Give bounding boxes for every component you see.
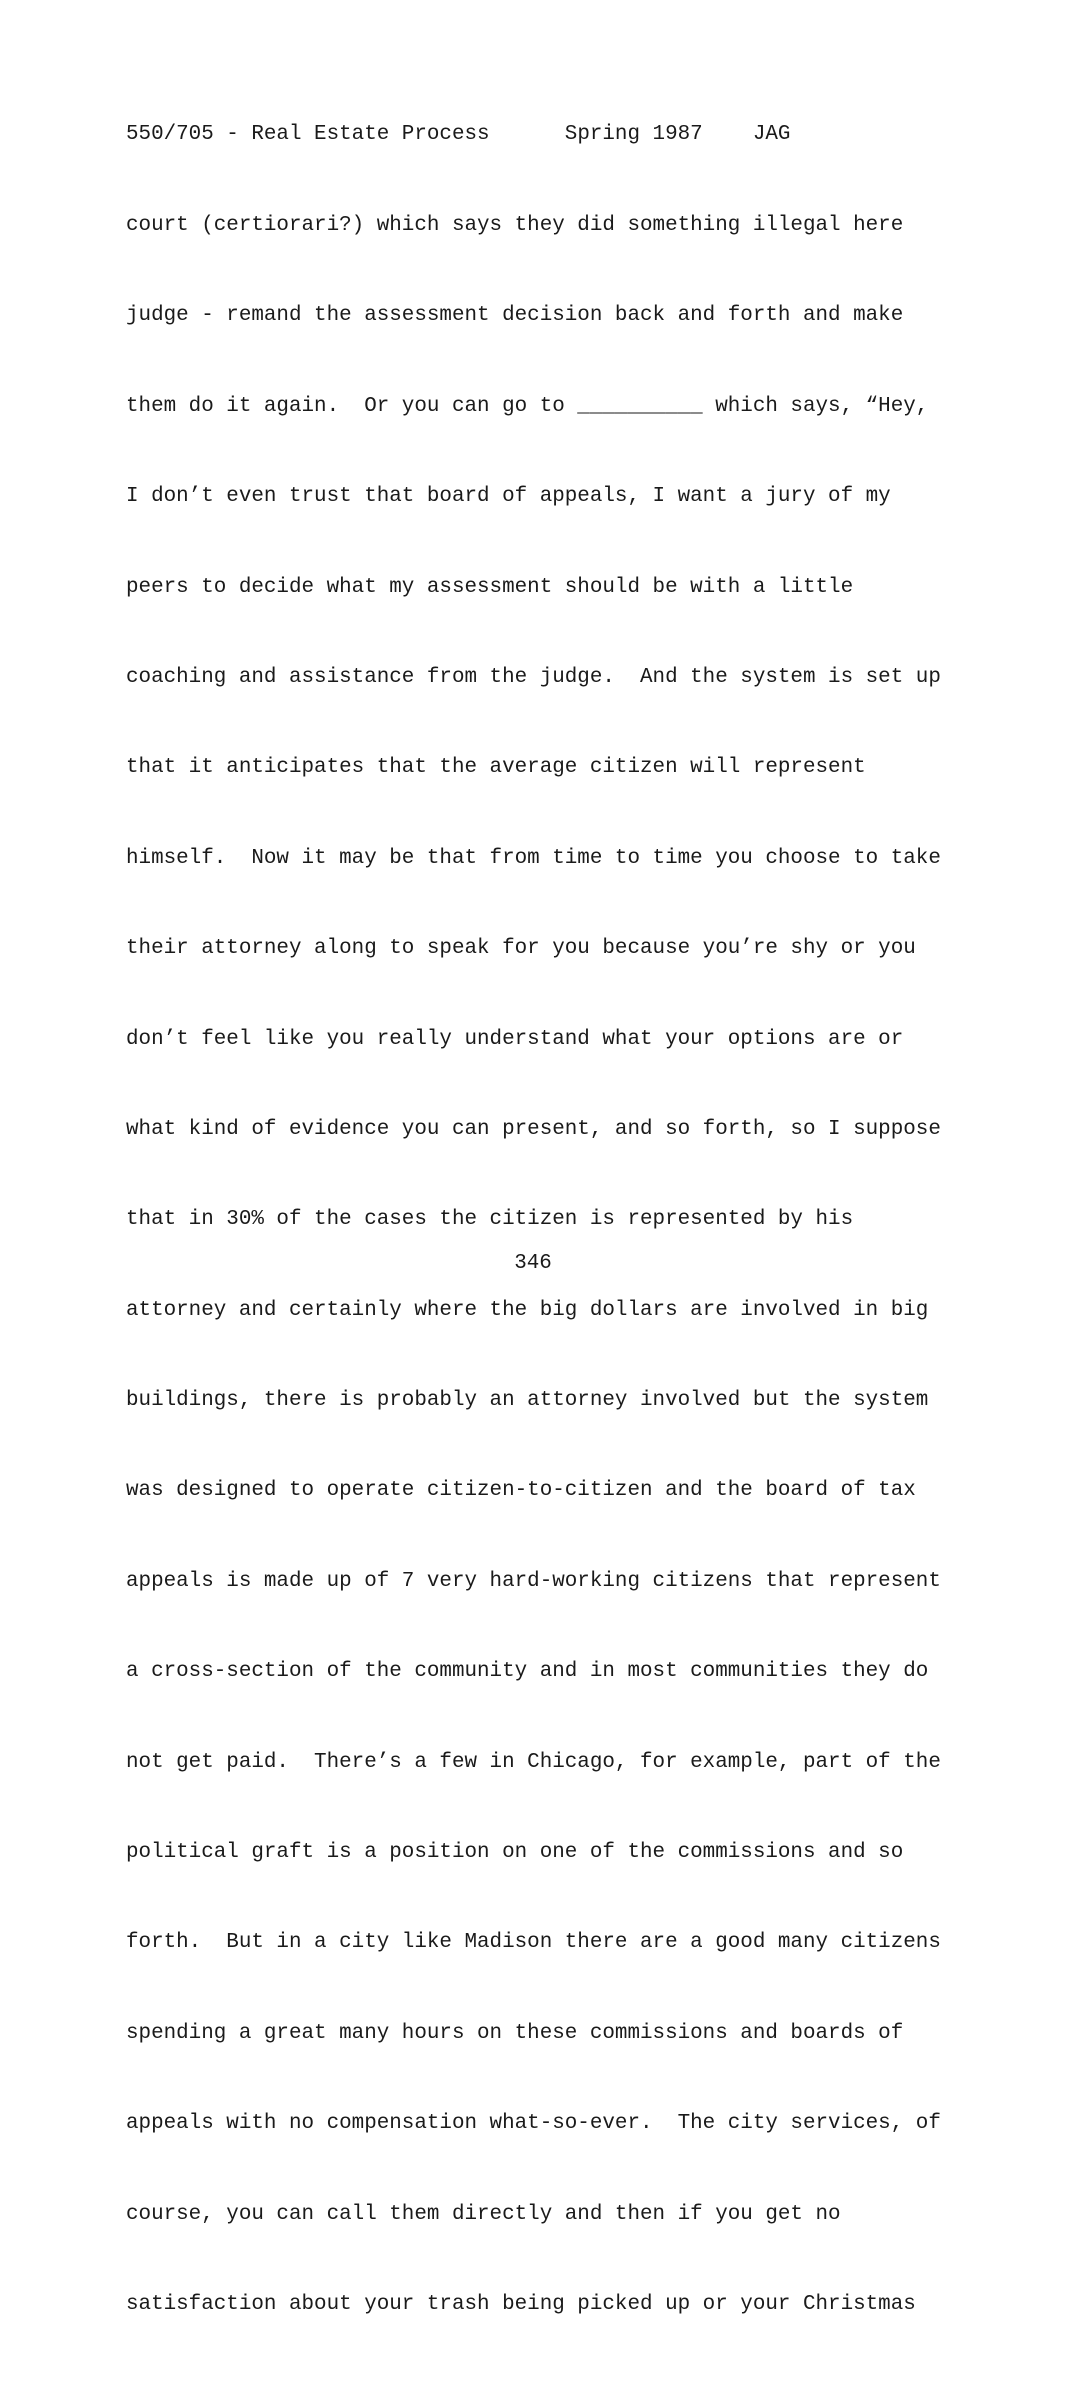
body-line: court (certiorari?) which says they did something illegal here — [126, 214, 904, 237]
body-line: judge - remand the assessment decision back and forth and make — [126, 304, 904, 328]
body-line: their attorney along to speak for you because you’re shy or you — [126, 937, 916, 961]
body-line: was designed to operate citizen-to-citizen and the board of tax — [126, 1479, 916, 1503]
body-line: don’t feel like you really understand what your options are or — [126, 1027, 904, 1051]
body-line: coaching and assistance from the judge. And the system is set up — [126, 665, 941, 689]
body-line: a cross-section of the community and in most communities they do — [126, 1660, 929, 1684]
body-line: I don’t even trust that board of appeals, I want a jury of my — [126, 485, 891, 509]
body-line: forth. But in a city like Madison there are a good many citizens — [126, 1931, 941, 1955]
body-line: what kind of evidence you can present, and so forth, so I suppose — [126, 1117, 941, 1141]
body-line: course, you can call them directly and then if you get no — [126, 2202, 841, 2226]
body-line: spending a great many hours on these commissions and boards of — [126, 2021, 904, 2045]
body-line: not get paid. There’s a few in Chicago, for example, part of the — [126, 1750, 941, 1774]
body-line: political graft is a position on one of the commissions and so — [126, 1841, 904, 1865]
header-gap-1 — [490, 123, 565, 146]
body-line: himself. Now it may be that from time to time you choose to take — [126, 846, 941, 870]
transcript-body — [126, 168, 941, 2383]
page-header — [126, 123, 790, 146]
page-number: 346 — [514, 1252, 552, 1275]
body-line: buildings, there is probably an attorney involved but the system — [126, 1389, 929, 1413]
header-initials: JAG — [752, 123, 791, 146]
header-term: Spring 1987 — [564, 123, 703, 146]
header-gap-2 — [703, 123, 753, 146]
body-line: peers to decide what my assessment should be with a little — [126, 575, 854, 599]
body-line: appeals is made up of 7 very hard-working citizens that represent — [126, 1569, 941, 1593]
body-line: them do it again. Or you can go to __________ which says, “Hey, — [126, 394, 929, 418]
header-course: 550/705 - Real Estate Process — [126, 123, 490, 146]
body-line: satisfaction about your trash being picked up or your Christmas — [126, 2292, 916, 2316]
body-line: attorney and certainly where the big dollars are involved in big — [126, 1298, 929, 1322]
body-line: that it anticipates that the average citizen will represent — [126, 756, 866, 780]
body-line: that in 30% of the cases the citizen is represented by his — [126, 1208, 854, 1232]
body-line: appeals with no compensation what-so-ever. The city services, of — [126, 2112, 941, 2136]
